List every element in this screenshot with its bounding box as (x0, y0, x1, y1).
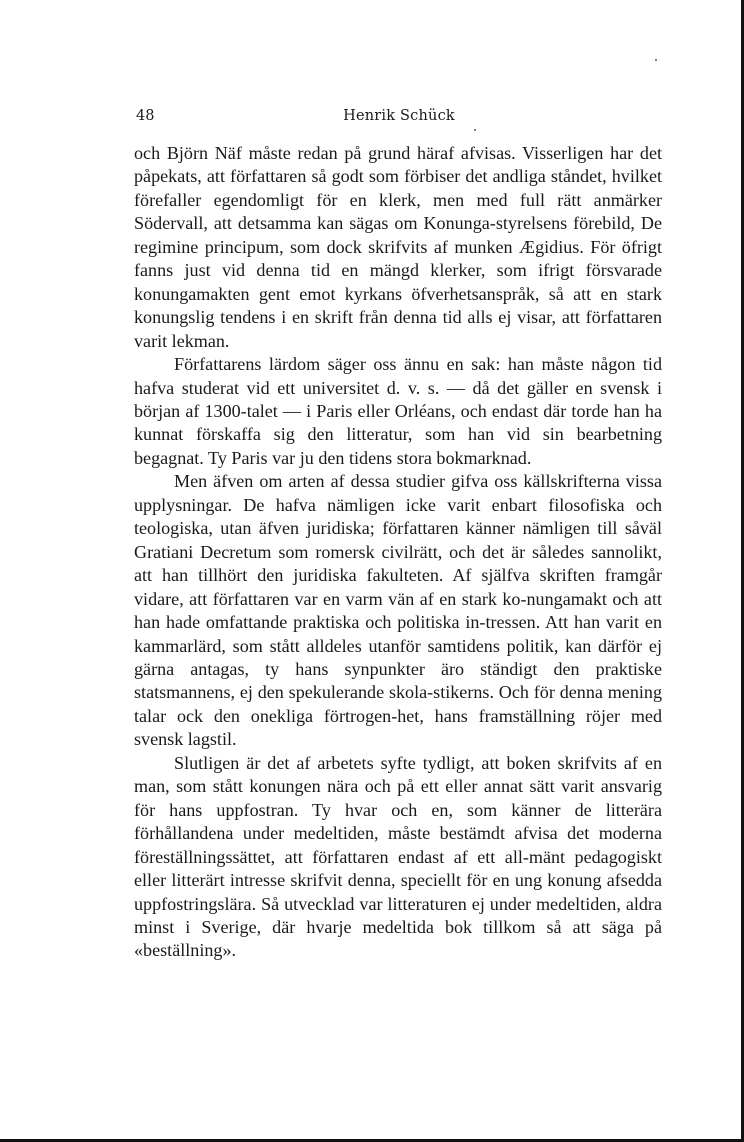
paragraph-2: Författarens lärdom säger oss ännu en sak: han måste någon tid hafva studerat vid ett universitet d. v. s. — då det gäller en svensk i början af 1300-talet — i Paris eller Orléans, och endast där torde han ha kunnat förskaffa sig den litteratur, som han vid sin bearbetning begagnat. Ty Paris var ju den tidens stora bokmarknad. (134, 354, 662, 468)
paragraph-1: och Björn Näf måste redan på grund häraf afvisas. Visserligen har det påpekats, att författaren så godt som förbiser det andliga ståndet, hvilket förefaller egendomligt för en klerk, men med full rätt anmärker Södervall, att detsamma kan sägas om Konunga-styrelsens förebild, De regimine principum, som dock skrifvits af munken Ægidius. För öfrigt fanns just vid denna tid en mängd klerker, som ifrigt försvarade konungamakten gent emot kyrkans öfverhetsanspråk, så att en stark konungslig tendens i en skrift från denna tid alls ej visar, att författaren varit lekman. (134, 143, 662, 351)
page-number: 48 (136, 108, 155, 124)
running-title: Henrik Schück (343, 108, 455, 124)
page-header (134, 108, 664, 130)
scan-speck (655, 59, 657, 61)
paragraph-4: Slutligen är det af arbetets syfte tydligt, att boken skrifvits af en man, som stått konungen nära och på ett eller annat sätt varit ansvarig för hans uppfostran. Ty hvar och en, som känner de litterära förhållandena under medeltiden, måste bestämdt afvisa det moderna föreställningssättet, att författaren endast af ett all-mänt pedagogiskt eller litterärt intresse skrifvit denna, speciellt för en ung konung afsedda uppfostringslära. Så utvecklad var litteraturen ej under medeltiden, aldra minst i Sverige, där hvarje medeltida bok tillkom så att säga på «beställning». (134, 752, 662, 961)
paragraph-3: Men äfven om arten af dessa studier gifva oss källskrifterna vissa upplysningar. De hafva nämligen icke varit enbart filosofiska och teologiska, utan äfven juridiska; författaren känner nämligen till såväl Gratiani Decretum som romersk civilrätt, och det är således sannolikt, att han tillhört den juridiska fakulteten. Af själfva skriften framgår vidare, att författaren var en varm vän af en stark ko-nungamakt och att han hade omfattande praktiska och politiska in-tressen. Att han varit en kammarlärd, som stått alldeles utanför samtidens politik, kan därför ej gärna antagas, ty hans synpunkter äro ständigt den praktiske statsmannens, ej den spekulerande skola-stikerns. Och för denna mening talar ock den onekliga förtrogen-het, hans framställning röjer med svensk lagstil. (134, 471, 662, 750)
body-text (134, 142, 662, 963)
